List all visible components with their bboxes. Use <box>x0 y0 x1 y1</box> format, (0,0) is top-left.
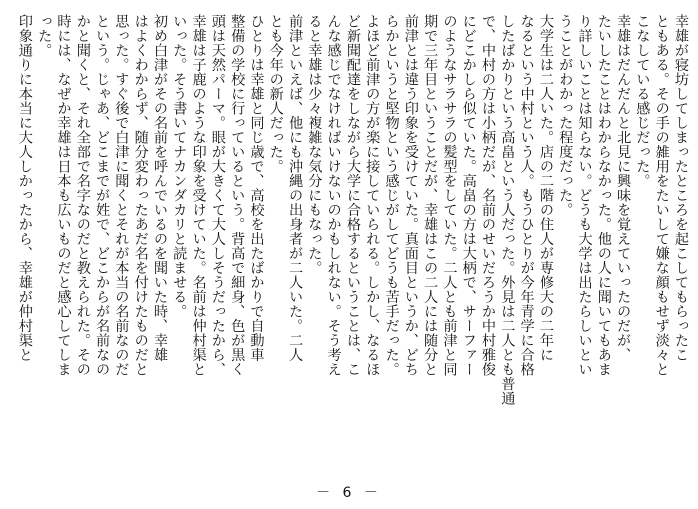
text-line: った。 <box>36 14 53 58</box>
text-line: 幸雄は子鹿のような印象を受けていた。名前は仲村渠と <box>190 14 207 377</box>
text-line: よほど前津の方が楽に接していられる。しかし、なるほ <box>364 14 381 377</box>
text-line: んな感じでなければいけないのかもしれない。そう考え <box>325 14 342 377</box>
text-line: たいしたことはわからなかった。他の人に聞いてもあま <box>595 14 612 377</box>
text-line: したばかりという高畠という人だった。外見は二人とも普通 <box>499 14 516 406</box>
text-line: ど新聞配達をしながら大学に合格するということは、こ <box>344 14 361 377</box>
text-line: うことがわかった程度だった。 <box>557 14 574 217</box>
text-line: こなしている感じだった。 <box>634 14 651 188</box>
text-line: はよくわからず、随分変わったあだ名を付けたものだと <box>132 14 149 377</box>
vertical-text-body <box>6 14 690 474</box>
text-line: 時には、なぜか幸雄は日本も広いものだと感心してしま <box>55 14 72 377</box>
text-line: 初め白津がその名前を呼んでいるのを聞いた時、幸雄 <box>151 14 168 362</box>
text-line: なるという中村という人。もうひとりが今年青学に合格 <box>518 14 535 377</box>
text-line: ると幸雄は少々複雑な気分にもなった。 <box>306 14 323 275</box>
text-line: り詳しいことは知らない。どうも大学は出たらしいとい <box>576 14 593 377</box>
text-line: 前津とは違う印象を受けていた。真面目というか、どち <box>402 14 419 377</box>
text-line: かと聞くと、それ全部で名字なのだと教えられた。その <box>74 14 91 377</box>
text-line: で、中村の方は小柄だが、名前のせいだろうか中村雅俊 <box>480 14 497 377</box>
text-line: 幸雄はだんだんと北見に興味を覚えていったのだが、 <box>615 14 632 362</box>
text-line: 整備の学校に行っているという。背高で細身、色が黒く <box>229 14 246 377</box>
text-line: 前津といえば、他にも沖縄の出身者が二人いた。二人 <box>287 14 304 362</box>
text-line: 大学生は二人いた。店の二階の住人が専修大の二年に <box>537 14 554 362</box>
text-line: 思った。すぐ後で白津に聞くとそれが本当の名前なのだ <box>113 14 130 377</box>
page-number: － 6 － <box>316 485 382 501</box>
text-line: にどこかしら似ていた。高畠の方は大柄で、サーファー <box>460 14 477 377</box>
text-line: いった。そう書いてナカンダカリと読ませる。 <box>171 14 188 319</box>
text-line: ともある。その手の雑用をたいして嫌な顔もせず淡々と <box>653 14 670 377</box>
text-line: ひとりは幸雄と同じ歳で、高校を出たばかりで自動車 <box>248 14 265 362</box>
text-line: 印象通りに本当に大人しかったから、幸雄が仲村渠と <box>16 14 33 362</box>
text-line: という。じゃあ、どこまでが姓で、どこからが名前なの <box>94 14 111 377</box>
text-line: 期で三年目ということだが、幸雄はこの二人には随分と <box>422 14 439 377</box>
text-line: とも今年の新人だった。 <box>267 14 284 174</box>
text-line: のようなサラサラの髪型をしていた。二人とも前津と同 <box>441 14 458 377</box>
text-line: らかというと堅物という感じがしてどうも苦手だった。 <box>383 14 400 377</box>
text-line: 幸雄が寝坊してしまったところを起こしてもらったこ <box>673 14 689 362</box>
text-line: 頭は天然パーマ。眼が大きくて大人しそうだったから、 <box>209 14 226 377</box>
